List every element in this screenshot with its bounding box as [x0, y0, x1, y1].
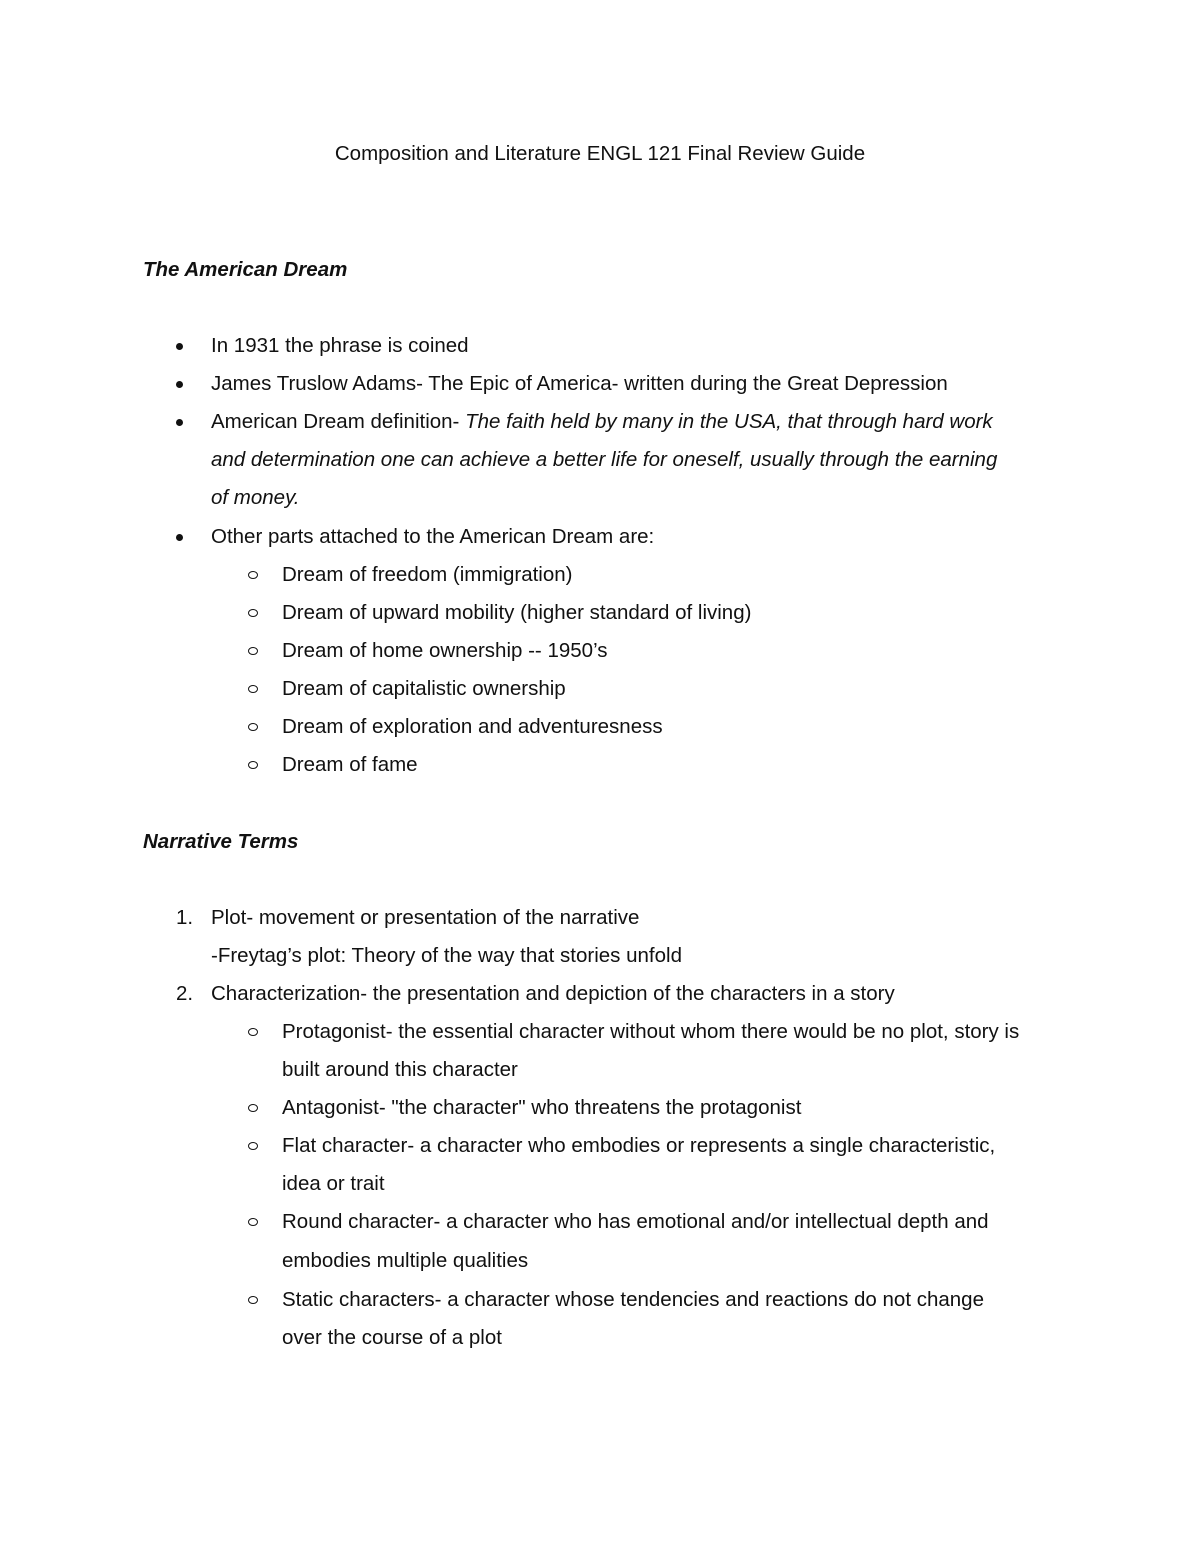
- numbered-item-note: -Freytag’s plot: Theory of the way that stories unfold: [211, 944, 682, 967]
- bullet-circle-icon: [248, 647, 258, 655]
- sub-list-item: Static characters- a character whose tendencies and reactions do not change: [282, 1288, 984, 1311]
- sub-list-item: Dream of freedom (immigration): [282, 563, 573, 586]
- list-item: James Truslow Adams- The Epic of America- written during the Great Depression: [211, 372, 948, 395]
- bullet-dot-icon: [176, 343, 183, 350]
- bullet-circle-icon: [248, 1142, 258, 1150]
- sub-list-item: Round character- a character who has emotional and/or intellectual depth and: [282, 1210, 989, 1233]
- sub-list-item-continued: over the course of a plot: [282, 1326, 502, 1349]
- numbered-item: Characterization- the presentation and depiction of the characters in a story: [211, 982, 895, 1005]
- list-number: 1.: [176, 906, 194, 929]
- section-heading-american-dream: The American Dream: [143, 258, 348, 281]
- sub-list-item: Dream of home ownership -- 1950’s: [282, 639, 608, 662]
- bullet-circle-icon: [248, 1028, 258, 1036]
- definition-text: and determination one can achieve a better life for oneself, usually through the earning: [211, 448, 998, 471]
- sub-list-item-continued: idea or trait: [282, 1172, 385, 1195]
- list-item: Other parts attached to the American Dream are:: [211, 525, 655, 548]
- bullet-circle-icon: [248, 571, 258, 579]
- sub-list-item-continued: embodies multiple qualities: [282, 1249, 529, 1272]
- numbered-item: Plot- movement or presentation of the narrative: [211, 906, 640, 929]
- bullet-circle-icon: [248, 1296, 258, 1304]
- list-item: [211, 409, 993, 435]
- sub-list-item: Dream of fame: [282, 753, 418, 776]
- sub-list-item: Flat character- a character who embodies or represents a single characteristic,: [282, 1134, 996, 1157]
- definition-label: American Dream definition-: [211, 410, 466, 433]
- bullet-circle-icon: [248, 761, 258, 769]
- document-title: Composition and Literature ENGL 121 Final Review Guide: [334, 142, 866, 165]
- bullet-circle-icon: [248, 609, 258, 617]
- bullet-dot-icon: [176, 381, 183, 388]
- sub-list-item: Protagonist- the essential character without whom there would be no plot, story is: [282, 1020, 1020, 1043]
- bullet-circle-icon: [248, 685, 258, 693]
- bullet-dot-icon: [176, 534, 183, 541]
- section-heading-narrative-terms: Narrative Terms: [143, 830, 299, 853]
- sub-list-item-continued: built around this character: [282, 1058, 518, 1081]
- bullet-dot-icon: [176, 419, 183, 426]
- definition-text: The faith held by many in the USA, that through hard work: [465, 410, 993, 433]
- bullet-circle-icon: [248, 1218, 258, 1226]
- bullet-circle-icon: [248, 723, 258, 731]
- sub-list-item: Dream of exploration and adventuresness: [282, 715, 663, 738]
- definition-text: of money.: [211, 486, 300, 509]
- sub-list-item: Dream of capitalistic ownership: [282, 677, 566, 700]
- sub-list-item: Antagonist- "the character" who threatens the protagonist: [282, 1096, 802, 1119]
- sub-list-item: Dream of upward mobility (higher standard of living): [282, 601, 752, 624]
- bullet-circle-icon: [248, 1104, 258, 1112]
- list-item: In 1931 the phrase is coined: [211, 334, 469, 357]
- list-number: 2.: [176, 982, 194, 1005]
